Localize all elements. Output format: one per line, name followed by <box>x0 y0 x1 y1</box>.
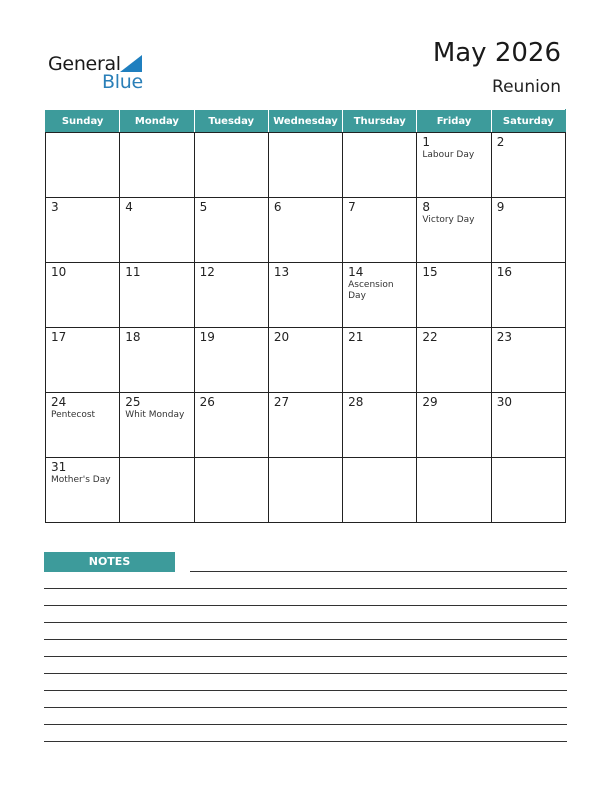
week-row <box>46 458 566 523</box>
weekday-header: Saturday <box>491 110 565 133</box>
day-cell <box>417 458 491 523</box>
day-number: 2 <box>496 135 505 149</box>
day-cell <box>268 198 342 263</box>
weekday-header: Friday <box>417 110 491 133</box>
day-cell <box>417 133 491 198</box>
day-cell <box>194 393 268 458</box>
day-number <box>195 458 268 461</box>
generalblue-logo <box>48 53 158 93</box>
day-number <box>269 133 342 136</box>
holiday-label: Pentecost <box>51 410 96 420</box>
day-cell <box>46 328 120 393</box>
day-number: 27 <box>273 395 290 409</box>
week-row <box>46 393 566 458</box>
day-number: 4 <box>125 200 133 214</box>
holiday-label: Victory Day <box>422 215 475 225</box>
day-number <box>120 133 193 136</box>
day-cell <box>120 458 194 523</box>
day-number: 13 <box>273 265 290 279</box>
day-number: 30 <box>496 395 512 409</box>
day-number: 26 <box>199 395 215 409</box>
holiday-label: Mother's Day <box>51 475 111 485</box>
day-cell <box>268 393 342 458</box>
note-line <box>44 639 567 640</box>
day-number <box>492 458 565 461</box>
week-row <box>46 263 566 328</box>
day-cell <box>343 458 417 523</box>
weekday-header: Wednesday <box>268 110 342 133</box>
day-number: 21 <box>348 330 364 344</box>
day-cell <box>491 458 565 523</box>
holiday-label: Ascension Day <box>348 280 394 301</box>
day-number: 12 <box>199 265 215 279</box>
week-row <box>46 328 566 393</box>
day-cell <box>194 328 268 393</box>
calendar-title: May 2026 <box>432 38 561 68</box>
note-line <box>44 707 567 708</box>
day-cell <box>343 133 417 198</box>
day-number: 28 <box>348 395 364 409</box>
day-cell <box>46 458 120 523</box>
calendar-region: Reunion <box>492 77 561 97</box>
day-number: 14 <box>348 265 364 279</box>
day-cell <box>120 328 194 393</box>
day-cell <box>491 328 565 393</box>
day-number: 15 <box>422 265 438 279</box>
day-cell <box>46 133 120 198</box>
day-cell <box>268 328 342 393</box>
note-line <box>44 588 567 589</box>
weekday-header-row <box>46 110 566 133</box>
day-cell <box>343 198 417 263</box>
day-number: 18 <box>125 330 141 344</box>
day-number <box>343 133 416 136</box>
day-number <box>195 133 268 136</box>
note-line <box>44 673 567 674</box>
day-number: 20 <box>273 330 290 344</box>
weekday-header: Thursday <box>343 110 417 133</box>
day-cell <box>268 133 342 198</box>
day-number <box>120 458 193 461</box>
note-line <box>44 741 567 742</box>
day-number: 10 <box>51 265 67 279</box>
day-number: 5 <box>199 200 208 214</box>
day-number: 23 <box>496 330 512 344</box>
day-cell <box>343 328 417 393</box>
day-number: 22 <box>422 330 438 344</box>
day-cell <box>120 198 194 263</box>
day-cell <box>46 198 120 263</box>
day-number: 11 <box>125 265 141 279</box>
day-cell <box>491 198 565 263</box>
day-cell <box>491 263 565 328</box>
day-number: 24 <box>51 395 67 409</box>
day-number: 29 <box>422 395 438 409</box>
day-number: 31 <box>51 460 67 474</box>
day-cell <box>194 198 268 263</box>
day-cell <box>120 263 194 328</box>
day-cell <box>417 263 491 328</box>
weekday-header: Sunday <box>46 110 120 133</box>
day-cell <box>417 198 491 263</box>
day-cell <box>268 458 342 523</box>
day-number: 17 <box>51 330 67 344</box>
logo-text-general: General <box>48 53 121 75</box>
day-number: 6 <box>273 200 282 214</box>
day-number <box>343 458 416 461</box>
day-number: 7 <box>348 200 356 214</box>
day-cell <box>343 393 417 458</box>
logo-triangle-icon <box>120 55 142 72</box>
note-line <box>44 724 567 725</box>
note-line <box>44 656 567 657</box>
day-cell <box>194 263 268 328</box>
holiday-label: Whit Monday <box>125 410 185 420</box>
day-cell <box>343 263 417 328</box>
note-line <box>190 571 567 572</box>
week-row <box>46 198 566 263</box>
day-cell <box>120 133 194 198</box>
day-number: 8 <box>422 200 431 214</box>
day-cell <box>46 393 120 458</box>
day-cell <box>417 328 491 393</box>
week-row <box>46 133 566 198</box>
day-number: 3 <box>51 200 59 214</box>
notes-label: NOTES <box>44 552 175 572</box>
day-number: 16 <box>496 265 512 279</box>
day-number: 19 <box>199 330 215 344</box>
day-cell <box>120 393 194 458</box>
day-number: 25 <box>125 395 141 409</box>
note-line <box>44 690 567 691</box>
day-cell <box>194 458 268 523</box>
day-cell <box>491 393 565 458</box>
calendar-grid <box>45 109 566 523</box>
note-line <box>44 622 567 623</box>
day-number: 9 <box>496 200 505 214</box>
calendar-body <box>46 133 566 523</box>
day-cell <box>194 133 268 198</box>
day-cell <box>46 263 120 328</box>
day-number <box>269 458 342 461</box>
day-number <box>46 133 119 136</box>
holiday-label: Labour Day <box>422 150 475 160</box>
day-cell <box>268 263 342 328</box>
note-line <box>44 605 567 606</box>
weekday-header: Tuesday <box>194 110 268 133</box>
day-cell <box>417 393 491 458</box>
day-number: 1 <box>422 135 431 149</box>
logo-text-blue: Blue <box>102 71 143 93</box>
day-number <box>417 458 490 461</box>
day-cell <box>491 133 565 198</box>
weekday-header: Monday <box>120 110 194 133</box>
